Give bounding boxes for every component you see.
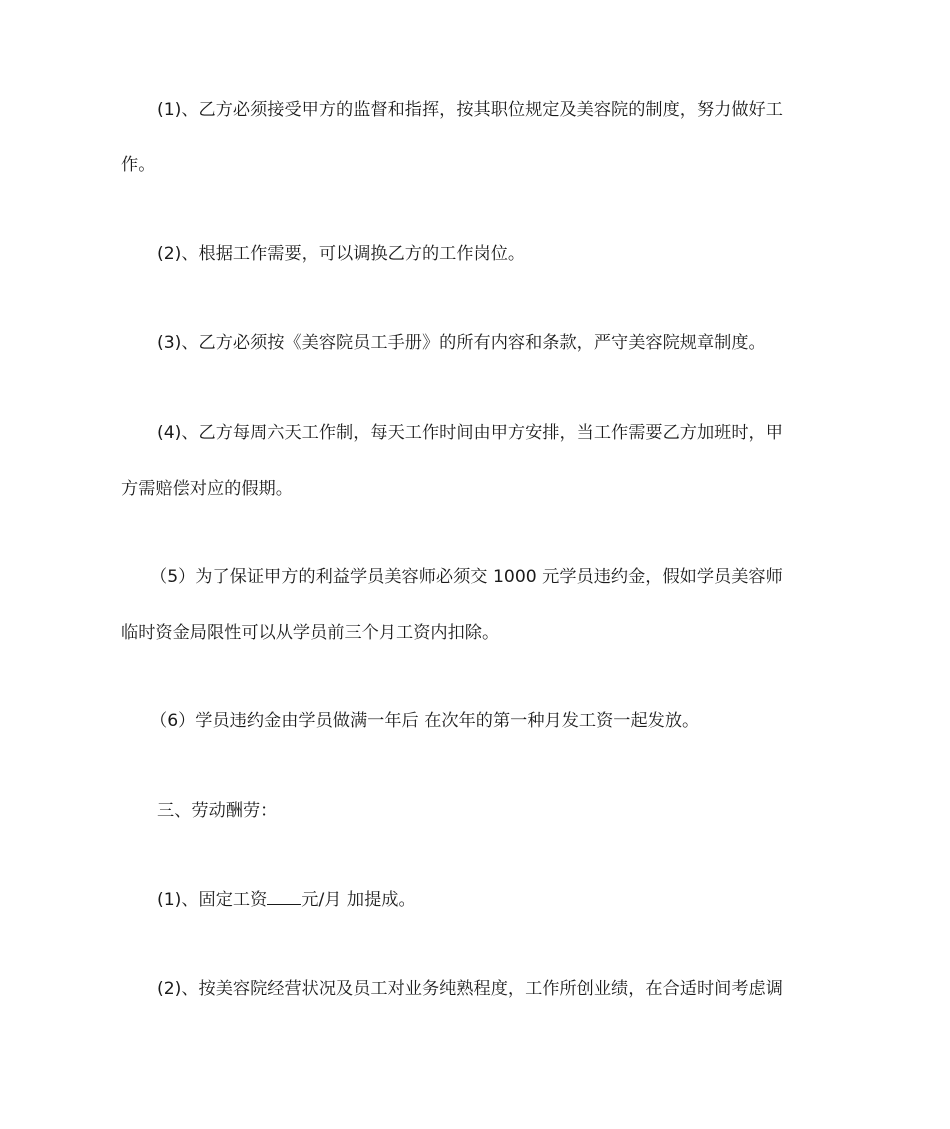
fixed-salary-prefix: (1)、固定工资 [157, 890, 268, 910]
paragraph-4-line-1: (4)、乙方每周六天工作制，每天工作时间由甲方安排，当工作需要乙方加班时，甲 [157, 423, 783, 443]
paragraph-business-line-1: (2)、按美容院经营状况及员工对业务纯熟程度，工作所创业绩，在合适时间考虑调 [157, 979, 783, 999]
paragraph-1-line-1: (1)、乙方必须接受甲方的监督和指挥，按其职位规定及美容院的制度，努力做好工 [157, 100, 783, 120]
paragraph-4-line-2: 方需赔偿对应的假期。 [121, 479, 293, 499]
paragraph-6: （6）学员违约金由学员做满一年后 在次年的第一种月发工资一起发放。 [150, 711, 700, 731]
paragraph-5-line-1: （5）为了保证甲方的利益学员美容师必须交 1000 元学员违约金，假如学员美容师 [150, 567, 783, 587]
fixed-salary-suffix: 元/月 加提成。 [301, 890, 416, 910]
paragraph-fixed-salary [157, 887, 833, 913]
paragraph-1-line-2: 作。 [121, 155, 156, 175]
salary-blank-field [267, 888, 301, 905]
section-heading-labor-pay: 三、劳动酬劳： [157, 801, 278, 821]
paragraph-2: (2)、根据工作需要，可以调换乙方的工作岗位。 [157, 244, 526, 264]
paragraph-3: (3)、乙方必须按《美容院员工手册》的所有内容和条款，严守美容院规章制度。 [157, 333, 766, 353]
paragraph-5-line-2: 临时资金局限性可以从学员前三个月工资内扣除。 [121, 623, 500, 643]
